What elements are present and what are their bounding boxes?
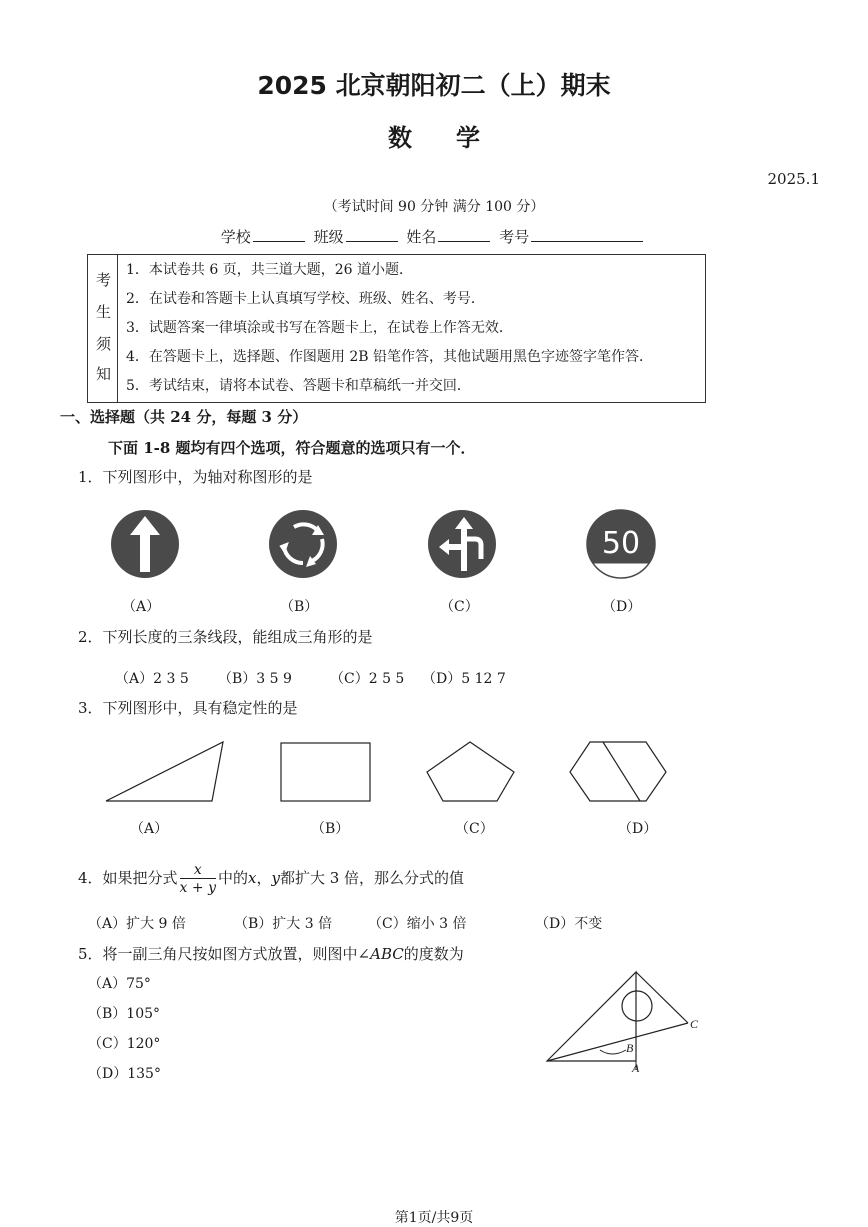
speed-limit-50-sign-icon bbox=[586, 509, 656, 579]
question-2-stem: 2．下列长度的三条线段，能组成三角形的是 bbox=[78, 628, 373, 646]
set-square-figure bbox=[540, 966, 710, 1078]
notice-label-char: 知 bbox=[96, 365, 112, 383]
q5-angle-name: ABC bbox=[370, 945, 404, 963]
question-3-stem: 3．下列图形中，具有稳定性的是 bbox=[78, 699, 298, 717]
q4-option-a: （A）扩大 9 倍 bbox=[88, 916, 186, 932]
question-1-stem: 1．下列图形中，为轴对称图形的是 bbox=[78, 468, 313, 486]
q4-var-x: x bbox=[248, 869, 257, 887]
q2-option-a: （A）2 3 5 bbox=[115, 671, 189, 687]
notice-item: 4．在答题卡上，选择题、作图题用 2B 铅笔作答，其他试题用黑色字迹签字笔作答． bbox=[126, 349, 654, 365]
section-heading: 一、选择题（共 24 分，每题 3 分） bbox=[60, 408, 308, 426]
exam-date: 2025.1 bbox=[767, 170, 820, 188]
speed-limit-value: 50 bbox=[601, 526, 641, 561]
q2-option-b: （B）3 5 9 bbox=[218, 671, 292, 687]
point-a-label: A bbox=[632, 1061, 640, 1075]
q3-label-d: （D） bbox=[618, 821, 658, 837]
q2-option-d: （D）5 12 7 bbox=[422, 671, 506, 687]
q4-stem-after-1: 中的 bbox=[217, 869, 248, 887]
q3-label-c: （C） bbox=[455, 821, 494, 837]
field-class-label: 班级 bbox=[313, 228, 344, 246]
subject-title: 数学 bbox=[388, 124, 524, 152]
candidate-notice-box bbox=[87, 254, 706, 403]
q4-option-b: （B）扩大 3 倍 bbox=[234, 916, 333, 932]
page-number: 第1页/共9页 bbox=[394, 1210, 474, 1226]
straight-or-turn-sign-icon bbox=[427, 509, 497, 579]
q3-label-a: （A） bbox=[130, 821, 169, 837]
q4-stem-before: 4．如果把分式 bbox=[78, 869, 178, 887]
notice-label-char: 须 bbox=[96, 335, 112, 353]
info-fields bbox=[0, 226, 868, 247]
field-number-label: 考号 bbox=[499, 228, 530, 246]
field-number-blank bbox=[531, 227, 643, 242]
point-c-label: C bbox=[690, 1017, 699, 1031]
q4-var-y: y bbox=[271, 869, 280, 887]
pentagon-figure bbox=[425, 740, 517, 804]
q5-stem-before: 5．将一副三角尺按如图方式放置，则图中∠ bbox=[78, 945, 371, 963]
question-5-stem bbox=[78, 943, 464, 964]
notice-item: 2．在试卷和答题卡上认真填写学校、班级、姓名、考号． bbox=[126, 291, 485, 307]
question-4-stem bbox=[78, 860, 464, 900]
field-name-label: 姓名 bbox=[406, 228, 437, 246]
q3-label-b: （B） bbox=[311, 821, 350, 837]
field-name-blank bbox=[438, 227, 490, 242]
q4-option-d: （D）不变 bbox=[535, 916, 603, 932]
q1-label-d: （D） bbox=[602, 599, 642, 615]
field-class-blank bbox=[346, 227, 398, 242]
q5-option-d: （D）135° bbox=[88, 1066, 161, 1082]
q5-option-a: （A）75° bbox=[88, 976, 151, 992]
notice-item: 3．试题答案一律填涂或书写在答题卡上，在试卷上作答无效． bbox=[126, 320, 513, 336]
roundabout-sign-icon bbox=[268, 509, 338, 579]
field-school-label: 学校 bbox=[220, 228, 251, 246]
q4-stem-after-2: 都扩大 3 倍，那么分式的值 bbox=[279, 869, 465, 887]
fraction-expression bbox=[180, 862, 216, 897]
q1-label-b: （B） bbox=[280, 599, 319, 615]
q2-option-c: （C）2 5 5 bbox=[330, 671, 405, 687]
q1-label-c: （C） bbox=[440, 599, 479, 615]
notice-label bbox=[88, 255, 118, 402]
exam-title: 2025 北京朝阳初二（上）期末 bbox=[257, 71, 611, 100]
hexagon-with-diagonal-figure bbox=[567, 740, 669, 804]
straight-arrow-sign-icon bbox=[110, 509, 180, 579]
q4-option-c: （C）缩小 3 倍 bbox=[368, 916, 467, 932]
notice-item: 5．考试结束，请将本试卷、答题卡和草稿纸一并交回． bbox=[126, 378, 471, 394]
fraction-numerator: x bbox=[180, 862, 216, 879]
q5-stem-after: 的度数为 bbox=[403, 945, 464, 963]
section-instruction: 下面 1-8 题均有四个选项，符合题意的选项只有一个． bbox=[108, 439, 476, 457]
rectangle-figure bbox=[280, 742, 372, 804]
q5-option-c: （C）120° bbox=[88, 1036, 161, 1052]
q4-comma: ， bbox=[256, 869, 272, 887]
right-triangle-figure bbox=[104, 740, 226, 804]
fraction-denominator: x + y bbox=[179, 879, 216, 896]
point-b-label: B bbox=[626, 1041, 634, 1055]
time-info: （考试时间 90 分钟 满分 100 分） bbox=[323, 199, 545, 215]
notice-label-char: 考 bbox=[96, 271, 112, 289]
q1-label-a: （A） bbox=[122, 599, 161, 615]
notice-item: 1．本试卷共 6 页，共三道大题，26 道小题． bbox=[126, 262, 413, 278]
field-school-blank bbox=[253, 227, 305, 242]
q5-option-b: （B）105° bbox=[88, 1006, 161, 1022]
notice-label-char: 生 bbox=[96, 303, 112, 321]
